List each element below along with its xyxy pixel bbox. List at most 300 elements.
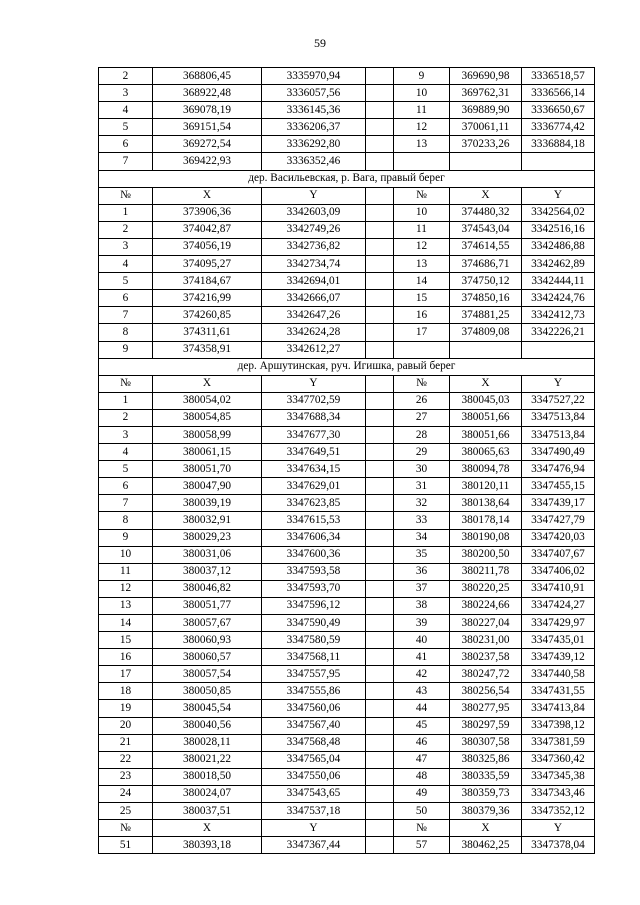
cell-x-left: 374216,99: [153, 290, 262, 307]
cell-y-left: 3347367,44: [262, 837, 366, 854]
cell-x-left: 380021,22: [153, 751, 262, 768]
cell-number-left: 17: [99, 666, 153, 683]
cell-number-right: №: [394, 187, 450, 204]
table-row: [99, 68, 595, 85]
table-row: [99, 751, 595, 768]
cell-y-right: 3342226,21: [522, 324, 595, 341]
table-row: [99, 597, 595, 614]
cell-x-right: 380211,78: [450, 563, 522, 580]
table-row: [99, 649, 595, 666]
cell-number-left: 16: [99, 649, 153, 666]
cell-y-right: 3342444,11: [522, 273, 595, 290]
cell-y-right: Y: [522, 187, 595, 204]
cell-gap: [366, 649, 394, 666]
cell-y-left: 3347596,12: [262, 597, 366, 614]
cell-number-right: 9: [394, 68, 450, 85]
cell-number-left: 6: [99, 290, 153, 307]
cell-gap: [366, 717, 394, 734]
cell-x-right: 380224,66: [450, 597, 522, 614]
cell-y-right: 3347513,84: [522, 409, 595, 426]
cell-number-right: 46: [394, 734, 450, 751]
cell-y-left: 3342749,26: [262, 221, 366, 238]
table-row: [99, 153, 595, 170]
cell-number-left: №: [99, 820, 153, 837]
cell-y-right: 3336884,18: [522, 136, 595, 153]
cell-number-right: 32: [394, 495, 450, 512]
table-row: [99, 273, 595, 290]
cell-y-left: 3347600,36: [262, 546, 366, 563]
cell-number-left: №: [99, 187, 153, 204]
cell-gap: [366, 119, 394, 136]
table-row: [99, 341, 595, 358]
cell-gap: [366, 666, 394, 683]
cell-x-right: 380277,95: [450, 700, 522, 717]
table-row: [99, 478, 595, 495]
cell-number-right: №: [394, 375, 450, 392]
cell-number-right: 11: [394, 221, 450, 238]
cell-x-left: 369272,54: [153, 136, 262, 153]
cell-x-right: 380200,50: [450, 546, 522, 563]
cell-x-left: 369422,93: [153, 153, 262, 170]
cell-x-right: 380094,78: [450, 461, 522, 478]
cell-number-left: 7: [99, 153, 153, 170]
cell-x-left: 374184,67: [153, 273, 262, 290]
section-title: дер. Васильевская, р. Вага, правый берег: [99, 170, 595, 187]
cell-y-left: 3347590,49: [262, 615, 366, 632]
cell-x-left: X: [153, 820, 262, 837]
table-row: [99, 717, 595, 734]
cell-number-left: 20: [99, 717, 153, 734]
cell-number-right: 40: [394, 632, 450, 649]
cell-x-right: 380231,00: [450, 632, 522, 649]
cell-x-left: 368922,48: [153, 85, 262, 102]
cell-y-left: 3347550,06: [262, 768, 366, 785]
cell-y-right: Y: [522, 375, 595, 392]
cell-number-left: 21: [99, 734, 153, 751]
cell-gap: [366, 683, 394, 700]
cell-number-left: 11: [99, 563, 153, 580]
cell-x-left: 380051,70: [153, 461, 262, 478]
table-row: [99, 426, 595, 443]
cell-number-left: 12: [99, 580, 153, 597]
cell-number-left: 1: [99, 204, 153, 221]
cell-gap: [366, 221, 394, 238]
cell-y-right: 3347407,67: [522, 546, 595, 563]
table-header-row: [99, 187, 595, 204]
cell-x-left: 380051,77: [153, 597, 262, 614]
cell-gap: [366, 820, 394, 837]
cell-number-right: 31: [394, 478, 450, 495]
cell-number-left: 7: [99, 495, 153, 512]
cell-x-left: X: [153, 375, 262, 392]
cell-number-right: 57: [394, 837, 450, 854]
cell-x-left: 380032,91: [153, 512, 262, 529]
table-row: [99, 256, 595, 273]
cell-number-left: 2: [99, 68, 153, 85]
cell-x-right: 380220,25: [450, 580, 522, 597]
cell-number-right: 39: [394, 615, 450, 632]
table-row: [99, 512, 595, 529]
cell-y-left: 3347555,86: [262, 683, 366, 700]
cell-y-left: 3342736,82: [262, 238, 366, 255]
cell-y-left: 3342624,28: [262, 324, 366, 341]
cell-number-right: 12: [394, 238, 450, 255]
cell-x-left: 380054,85: [153, 409, 262, 426]
cell-x-left: 380037,51: [153, 803, 262, 820]
cell-number-left: 14: [99, 615, 153, 632]
cell-gap: [366, 580, 394, 597]
cell-gap: [366, 153, 394, 170]
cell-y-right: 3347424,27: [522, 597, 595, 614]
cell-x-right: 369889,90: [450, 102, 522, 119]
cell-number-left: 2: [99, 221, 153, 238]
cell-y-left: 3347568,11: [262, 649, 366, 666]
cell-y-right: 3347420,03: [522, 529, 595, 546]
cell-y-left: 3336057,56: [262, 85, 366, 102]
table-row: [99, 563, 595, 580]
cell-number-right: 35: [394, 546, 450, 563]
cell-gap: [366, 512, 394, 529]
table-row: [99, 615, 595, 632]
cell-number-right: 28: [394, 426, 450, 443]
cell-number-right: 10: [394, 204, 450, 221]
cell-gap: [366, 204, 394, 221]
cell-y-left: 3347543,65: [262, 785, 366, 802]
cell-gap: [366, 529, 394, 546]
table-row: [99, 666, 595, 683]
cell-number-right: 10: [394, 85, 450, 102]
cell-x-right: 380138,64: [450, 495, 522, 512]
cell-number-left: 5: [99, 273, 153, 290]
cell-y-right: 3347406,02: [522, 563, 595, 580]
cell-gap: [366, 238, 394, 255]
cell-x-right: 380297,59: [450, 717, 522, 734]
cell-x-right: 380237,58: [450, 649, 522, 666]
cell-number-left: 24: [99, 785, 153, 802]
cell-gap: [366, 751, 394, 768]
table-row: [99, 392, 595, 409]
cell-number-left: 3: [99, 85, 153, 102]
cell-gap: [366, 803, 394, 820]
cell-number-left: 8: [99, 324, 153, 341]
cell-x-left: 380018,50: [153, 768, 262, 785]
table-row: [99, 119, 595, 136]
cell-y-right: 3336650,67: [522, 102, 595, 119]
cell-number-left: 6: [99, 478, 153, 495]
cell-gap: [366, 734, 394, 751]
cell-y-left: 3347580,59: [262, 632, 366, 649]
cell-number-left: 5: [99, 119, 153, 136]
cell-number-right: 45: [394, 717, 450, 734]
table-row: [99, 734, 595, 751]
cell-gap: [366, 324, 394, 341]
cell-y-right: 3347439,17: [522, 495, 595, 512]
coordinates-table-body: [99, 68, 595, 854]
cell-x-right: 374543,04: [450, 221, 522, 238]
cell-x-left: 380060,93: [153, 632, 262, 649]
cell-x-left: 380040,56: [153, 717, 262, 734]
cell-y-right: 3347429,97: [522, 615, 595, 632]
cell-gap: [366, 392, 394, 409]
cell-number-right: 49: [394, 785, 450, 802]
cell-y-left: 3347623,85: [262, 495, 366, 512]
cell-y-right: 3347476,94: [522, 461, 595, 478]
page-number: 59: [314, 36, 326, 50]
cell-y-right: 3342564,02: [522, 204, 595, 221]
cell-y-left: 3347649,51: [262, 444, 366, 461]
cell-y-right: 3347431,55: [522, 683, 595, 700]
cell-x-left: 380058,99: [153, 426, 262, 443]
cell-number-right: 29: [394, 444, 450, 461]
table-row: [99, 700, 595, 717]
cell-y-left: 3342603,09: [262, 204, 366, 221]
cell-y-left: 3347606,34: [262, 529, 366, 546]
cell-gap: [366, 102, 394, 119]
cell-y-left: 3347677,30: [262, 426, 366, 443]
cell-number-left: 4: [99, 256, 153, 273]
cell-x-right: 380325,86: [450, 751, 522, 768]
cell-gap: [366, 136, 394, 153]
table-row: [99, 632, 595, 649]
cell-gap: [366, 546, 394, 563]
cell-y-left: Y: [262, 375, 366, 392]
cell-number-left: 1: [99, 392, 153, 409]
cell-x-right: 380359,73: [450, 785, 522, 802]
cell-x-left: 374095,27: [153, 256, 262, 273]
cell-y-left: 3336145,36: [262, 102, 366, 119]
cell-y-right: 3347381,59: [522, 734, 595, 751]
cell-y-right: 3347440,58: [522, 666, 595, 683]
cell-number-right: 33: [394, 512, 450, 529]
cell-gap: [366, 768, 394, 785]
cell-x-right: 374614,55: [450, 238, 522, 255]
cell-x-right: 374750,12: [450, 273, 522, 290]
cell-y-right: 3347435,01: [522, 632, 595, 649]
cell-x-right: X: [450, 375, 522, 392]
cell-x-left: 380060,57: [153, 649, 262, 666]
table-row: [99, 102, 595, 119]
cell-x-right: 380178,14: [450, 512, 522, 529]
cell-number-right: 48: [394, 768, 450, 785]
cell-y-left: 3347688,34: [262, 409, 366, 426]
cell-y-right: 3347345,38: [522, 768, 595, 785]
cell-number-right: 27: [394, 409, 450, 426]
cell-y-right: 3342412,73: [522, 307, 595, 324]
cell-number-right: 30: [394, 461, 450, 478]
cell-x-left: 380046,82: [153, 580, 262, 597]
cell-gap: [366, 256, 394, 273]
cell-y-left: 3335970,94: [262, 68, 366, 85]
cell-y-left: 3342666,07: [262, 290, 366, 307]
cell-y-left: 3342647,26: [262, 307, 366, 324]
cell-y-left: 3347567,40: [262, 717, 366, 734]
cell-number-left: 22: [99, 751, 153, 768]
cell-y-left: 3336206,37: [262, 119, 366, 136]
cell-number-left: 18: [99, 683, 153, 700]
cell-number-right: 26: [394, 392, 450, 409]
cell-number-left: 19: [99, 700, 153, 717]
cell-x-right: X: [450, 820, 522, 837]
cell-y-right: 3347360,42: [522, 751, 595, 768]
cell-x-right: 374881,25: [450, 307, 522, 324]
cell-x-left: 380029,23: [153, 529, 262, 546]
cell-number-right: 15: [394, 290, 450, 307]
cell-x-left: 380057,54: [153, 666, 262, 683]
cell-x-left: 380054,02: [153, 392, 262, 409]
cell-gap: [366, 444, 394, 461]
cell-y-right: 3347398,12: [522, 717, 595, 734]
cell-number-left: 51: [99, 837, 153, 854]
cell-number-left: 2: [99, 409, 153, 426]
cell-y-right: 3342462,89: [522, 256, 595, 273]
cell-x-left: 374358,91: [153, 341, 262, 358]
cell-gap: [366, 495, 394, 512]
cell-x-right: 374480,32: [450, 204, 522, 221]
cell-number-left: 9: [99, 341, 153, 358]
table-row: [99, 546, 595, 563]
cell-y-right: [522, 153, 595, 170]
cell-x-left: 374042,87: [153, 221, 262, 238]
cell-number-right: 50: [394, 803, 450, 820]
cell-gap: [366, 409, 394, 426]
table-row: [99, 461, 595, 478]
table-row: [99, 580, 595, 597]
cell-x-right: 380462,25: [450, 837, 522, 854]
cell-gap: [366, 461, 394, 478]
table-row: [99, 529, 595, 546]
table-row: [99, 768, 595, 785]
cell-x-right: 369690,98: [450, 68, 522, 85]
cell-y-right: 3347352,12: [522, 803, 595, 820]
cell-y-left: 3347565,04: [262, 751, 366, 768]
cell-x-left: 380057,67: [153, 615, 262, 632]
cell-y-left: 3347560,06: [262, 700, 366, 717]
cell-x-right: 369762,31: [450, 85, 522, 102]
cell-number-right: №: [394, 820, 450, 837]
cell-gap: [366, 837, 394, 854]
cell-y-left: 3347557,95: [262, 666, 366, 683]
cell-number-right: [394, 341, 450, 358]
table-row: [99, 238, 595, 255]
table-row: [99, 307, 595, 324]
cell-x-right: 380335,59: [450, 768, 522, 785]
cell-y-left: 3347537,18: [262, 803, 366, 820]
cell-gap: [366, 375, 394, 392]
cell-y-left: 3342694,01: [262, 273, 366, 290]
cell-number-right: 37: [394, 580, 450, 597]
cell-gap: [366, 478, 394, 495]
cell-number-right: 44: [394, 700, 450, 717]
table-row: [99, 221, 595, 238]
table-row: [99, 324, 595, 341]
table-row: [99, 204, 595, 221]
cell-number-right: 36: [394, 563, 450, 580]
cell-y-right: Y: [522, 820, 595, 837]
cell-number-left: 13: [99, 597, 153, 614]
cell-number-left: 3: [99, 238, 153, 255]
cell-number-left: 3: [99, 426, 153, 443]
cell-number-right: [394, 153, 450, 170]
cell-gap: [366, 273, 394, 290]
cell-gap: [366, 68, 394, 85]
cell-y-right: 3347413,84: [522, 700, 595, 717]
cell-number-right: 41: [394, 649, 450, 666]
cell-y-right: 3342424,76: [522, 290, 595, 307]
cell-y-right: 3336518,57: [522, 68, 595, 85]
cell-number-right: 13: [394, 136, 450, 153]
cell-number-right: 14: [394, 273, 450, 290]
cell-number-right: 11: [394, 102, 450, 119]
cell-x-right: 380247,72: [450, 666, 522, 683]
cell-gap: [366, 632, 394, 649]
cell-y-right: 3347455,15: [522, 478, 595, 495]
table-row: [99, 495, 595, 512]
cell-gap: [366, 785, 394, 802]
cell-x-right: 380379,36: [450, 803, 522, 820]
cell-x-left: 369151,54: [153, 119, 262, 136]
cell-x-right: 380065,63: [450, 444, 522, 461]
cell-number-right: 47: [394, 751, 450, 768]
cell-y-right: 3347410,91: [522, 580, 595, 597]
table-row: [99, 136, 595, 153]
cell-number-left: 7: [99, 307, 153, 324]
table-row: [99, 837, 595, 854]
cell-number-right: 38: [394, 597, 450, 614]
cell-number-left: №: [99, 375, 153, 392]
cell-x-left: 374311,61: [153, 324, 262, 341]
cell-number-left: 23: [99, 768, 153, 785]
cell-x-right: 374850,16: [450, 290, 522, 307]
cell-x-left: 380028,11: [153, 734, 262, 751]
cell-x-left: X: [153, 187, 262, 204]
table-row: [99, 803, 595, 820]
cell-y-right: 3336566,14: [522, 85, 595, 102]
cell-y-left: Y: [262, 187, 366, 204]
cell-y-left: 3347634,15: [262, 461, 366, 478]
cell-x-right: 374809,08: [450, 324, 522, 341]
cell-x-left: 380050,85: [153, 683, 262, 700]
cell-gap: [366, 597, 394, 614]
section-title-row: [99, 170, 595, 187]
cell-number-left: 9: [99, 529, 153, 546]
cell-y-right: 3347527,22: [522, 392, 595, 409]
cell-gap: [366, 187, 394, 204]
table-row: [99, 409, 595, 426]
cell-y-left: 3347702,59: [262, 392, 366, 409]
cell-x-left: 380045,54: [153, 700, 262, 717]
table-row: [99, 85, 595, 102]
cell-x-right: 380045,03: [450, 392, 522, 409]
cell-x-right: [450, 341, 522, 358]
cell-number-left: 4: [99, 102, 153, 119]
cell-gap: [366, 290, 394, 307]
cell-x-left: 380061,15: [153, 444, 262, 461]
cell-number-right: 43: [394, 683, 450, 700]
table-row: [99, 290, 595, 307]
cell-number-right: 42: [394, 666, 450, 683]
cell-x-right: 380256,54: [450, 683, 522, 700]
cell-number-left: 10: [99, 546, 153, 563]
cell-y-right: 3347439,12: [522, 649, 595, 666]
cell-x-right: 380051,66: [450, 426, 522, 443]
cell-y-left: 3347593,58: [262, 563, 366, 580]
cell-y-right: 3347427,79: [522, 512, 595, 529]
cell-x-right: 380307,58: [450, 734, 522, 751]
cell-number-left: 15: [99, 632, 153, 649]
cell-x-right: 380227,04: [450, 615, 522, 632]
cell-y-left: 3347593,70: [262, 580, 366, 597]
cell-y-left: 3336292,80: [262, 136, 366, 153]
